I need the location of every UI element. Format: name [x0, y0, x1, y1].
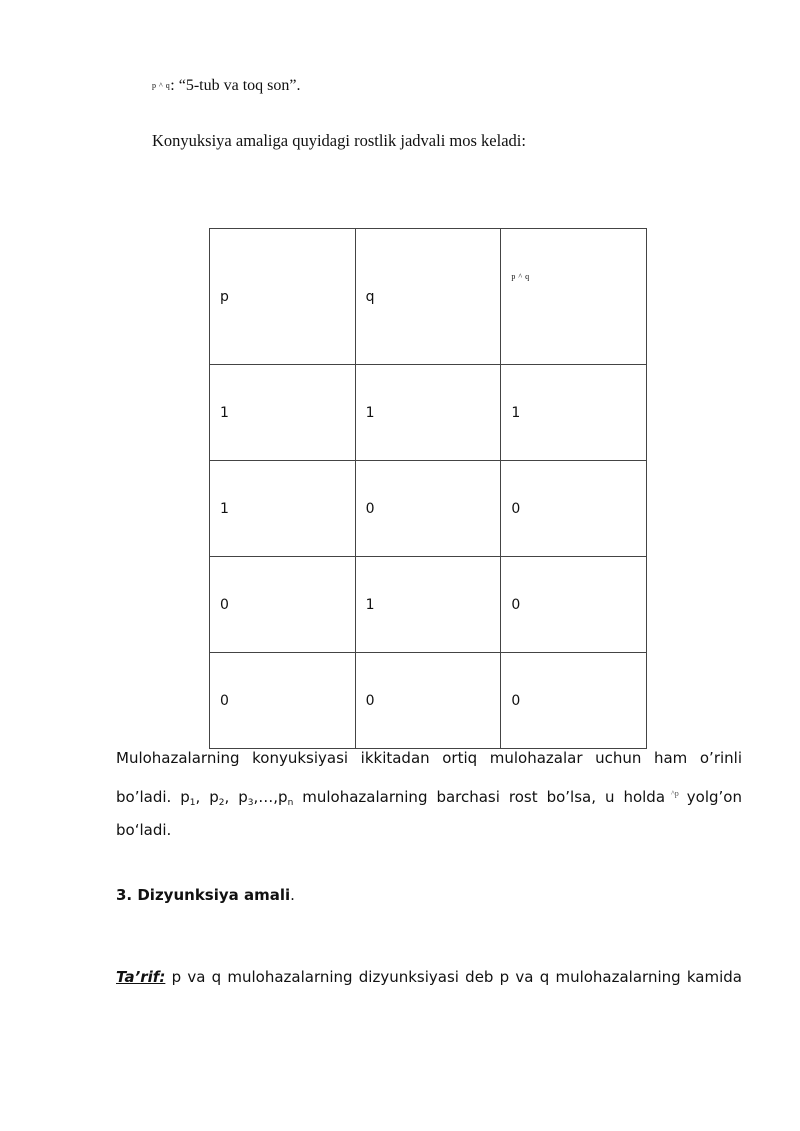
conjunction-generalization-paragraph — [116, 740, 742, 848]
table-cell: 0 — [501, 557, 647, 653]
text-run: , p — [224, 788, 248, 806]
table-row — [210, 365, 647, 461]
table-header-conjunction-label: p ^ q — [511, 272, 530, 281]
subscript: 2 — [218, 798, 225, 808]
intro-example-line — [152, 77, 300, 95]
table-cell: 0 — [210, 557, 356, 653]
text-run: bo’ladi. p — [116, 788, 190, 806]
table-cell: 1 — [355, 365, 501, 461]
subscript: 1 — [189, 798, 196, 808]
section-heading-suffix: . — [290, 886, 295, 904]
table-row — [210, 653, 647, 749]
subscript: 3 — [247, 798, 254, 808]
table-cell: 0 — [355, 653, 501, 749]
conjunction-formula-small: p ^ q — [152, 81, 171, 90]
table-cell: 0 — [501, 461, 647, 557]
table-cell: 0 — [501, 653, 647, 749]
text-run: , p — [195, 788, 219, 806]
definition-text: p va q mulohazalarning dizyunksiyasi deb p va q mulohazalarning kamida — [165, 968, 742, 986]
table-header-row — [210, 229, 647, 365]
table-row — [210, 461, 647, 557]
table-header-q: q — [355, 229, 501, 365]
table-cell: 1 — [355, 557, 501, 653]
section-heading — [116, 886, 295, 904]
inline-formula-image: ^p — [671, 789, 679, 798]
table-row — [210, 557, 647, 653]
table-cell: 1 — [210, 365, 356, 461]
paragraph-line: Mulohazalarning konyuksiyasi ikkitadan ortiq mulohazalar uchun ham o’rinli — [116, 749, 742, 767]
definition-term: Ta’rif: — [116, 968, 166, 986]
section-heading-text: 3. Dizyunksiya amali — [116, 886, 291, 904]
table-cell: 0 — [210, 653, 356, 749]
intro-sentence: Konyuksiya amaliga quyidagi rostlik jadvali mos keladi: — [152, 131, 526, 150]
text-run: yolg’on — [686, 788, 742, 806]
table-cell: 0 — [355, 461, 501, 557]
paragraph-line: bo‘ladi. — [116, 821, 172, 839]
table-cell: 1 — [210, 461, 356, 557]
truth-table — [209, 228, 647, 749]
definition-paragraph — [116, 968, 742, 986]
table-header-conjunction — [501, 229, 647, 365]
subscript: n — [287, 798, 294, 808]
table-cell: 1 — [501, 365, 647, 461]
text-run: mulohazalarning barchasi rost bo’lsa, u holda — [293, 788, 666, 806]
intro-example-text: : “5-tub va toq son”. — [170, 77, 301, 94]
paragraph-line — [116, 776, 742, 812]
table-header-p: p — [210, 229, 356, 365]
text-run: ,…,p — [253, 788, 288, 806]
